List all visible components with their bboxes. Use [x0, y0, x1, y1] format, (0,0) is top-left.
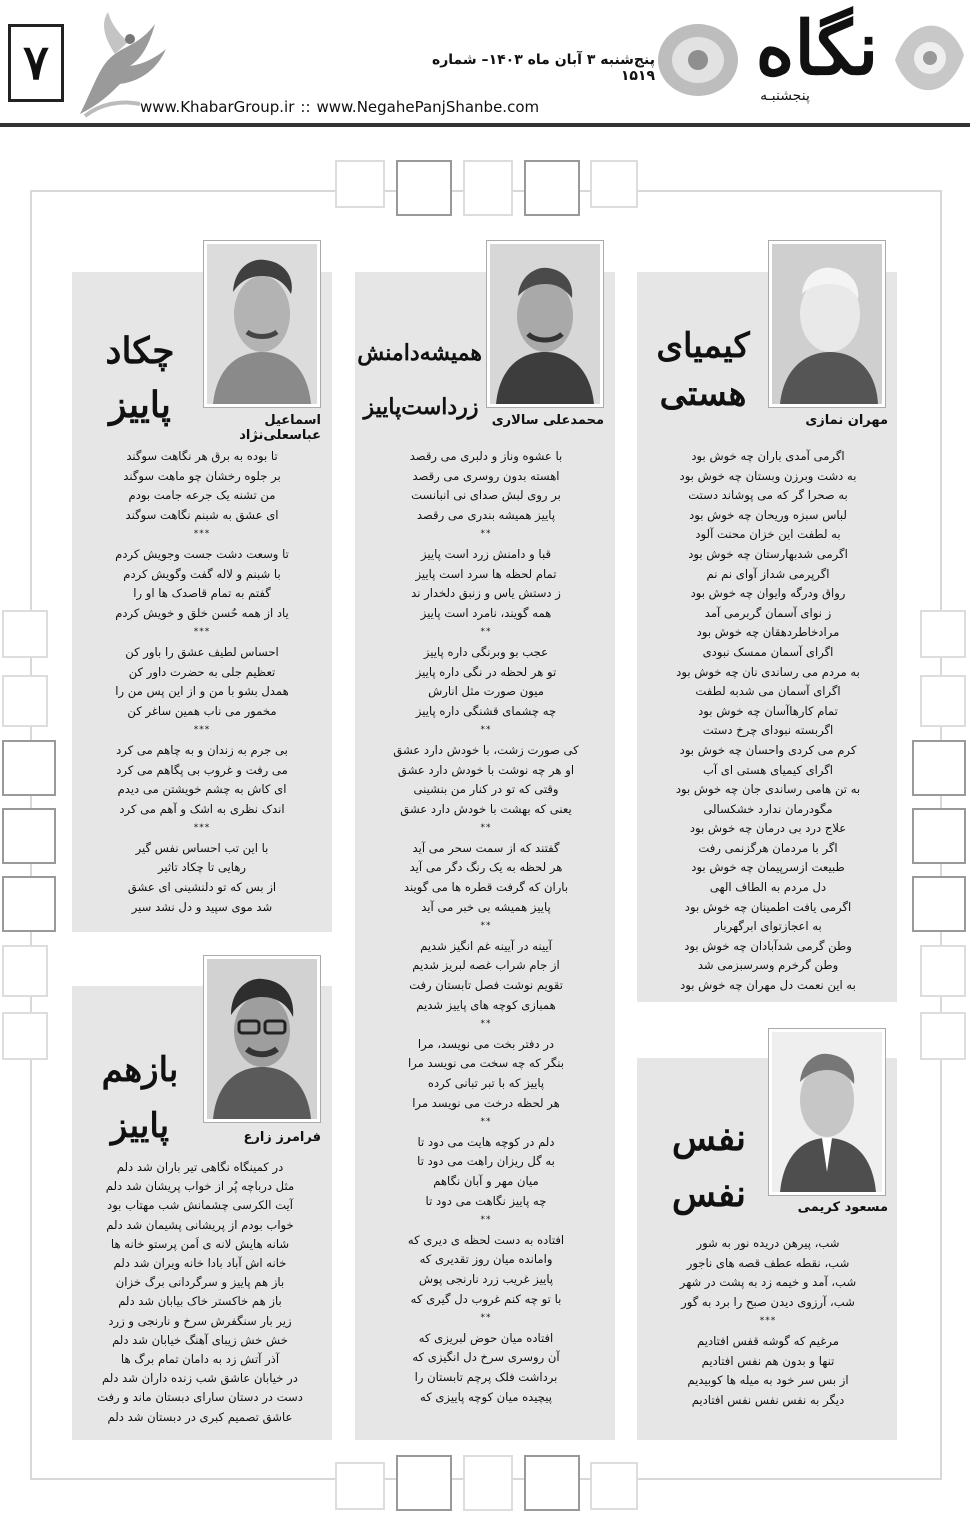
- poem-line: شد موی سپید و دل نشد سیر: [131, 899, 273, 914]
- poem-line: اهسته بدون روسری می رقصد: [412, 468, 560, 483]
- poem-line: قبا و دامنش زرد است پاییز: [420, 546, 552, 561]
- author-name-faramarz-zare: فرامرز زارع: [243, 1130, 321, 1145]
- frame-square: [335, 1462, 385, 1510]
- poem-line: با تو چه کنم غروب دل گیری که: [410, 1291, 562, 1306]
- poem-line: پاییز همیشه بی خبر می آید: [421, 899, 551, 914]
- poem-text-nafas-nafas: [650, 1234, 886, 1410]
- frame-square: [2, 808, 56, 864]
- title-line: نفس: [671, 1117, 747, 1159]
- issue-date-line: پنج‌شنبه ۳ آبان ماه ۱۴۰۳– شماره ۱۵۱۹: [431, 52, 655, 84]
- poem-line: زیر بار سنگفرش سرخ و نارنجی و زرد: [108, 1313, 292, 1328]
- page-number-text: ۷: [23, 35, 49, 91]
- poem-title-nafas-nafas: [654, 1110, 764, 1222]
- poem-line: گفتند که از سمت سحر می آید: [412, 840, 560, 855]
- poem-line: لباس سبزه وریحان چه خوش بود: [689, 507, 847, 522]
- frame-square: [2, 675, 48, 727]
- poem-line: تمام کارهاآسان چه خوش بود: [698, 703, 838, 718]
- poem-line: مخمور می ناب همین ساغر کن: [127, 703, 277, 718]
- portrait-icon: [772, 1032, 882, 1192]
- frame-square: [920, 945, 966, 997]
- frame-square: [912, 876, 966, 932]
- poem-line: مرغیم که گوشه قفس افتادیم: [697, 1333, 839, 1348]
- poem-line: باز هم پاییز و سرگردانی برگ خزان: [115, 1275, 285, 1290]
- poem-line: اگرمی شدبهارستان چه خوش بود: [688, 546, 848, 561]
- website-urls: [140, 98, 539, 116]
- stanza-separator: **: [480, 1117, 492, 1128]
- poem-line: تقویم نوشت فصل تابستان رفت: [409, 978, 563, 993]
- poem-line: به تن هامی رساندی جان چه خوش بود: [675, 782, 861, 797]
- poem-line: به صحرا گر که می پوشاند دستت: [688, 488, 848, 503]
- title-line: چکاد: [105, 330, 175, 372]
- poem-line: شانه هایش لانه ی اَمن پرستو خانه ها: [110, 1236, 290, 1251]
- poem-line: مگودرمان ندارد خشکسالی: [703, 801, 833, 816]
- author-photo-faramarz-zare: [203, 955, 321, 1123]
- poem-line: همدل بشو با من و از این پس من را: [115, 684, 289, 699]
- poem-line: یعنی که بهشت با خودش دارد عشق: [400, 801, 572, 816]
- portrait-icon: [490, 244, 600, 404]
- poem-line: اندک نظری به اشک و آهم می کرد: [119, 801, 285, 816]
- stanza-separator: ***: [193, 725, 211, 736]
- poem-line: افتاده میان حوض لبریزی که: [418, 1330, 554, 1345]
- frame-square: [524, 1455, 580, 1511]
- frame-square: [920, 610, 966, 658]
- poem-line: رواق ودرگه وایوان چه خوش بود: [690, 586, 846, 601]
- poem-text-kimiay-hasti: [650, 447, 886, 996]
- title-line: بازهم: [101, 1050, 179, 1090]
- poem-line: در خیابان عاشق شب زنده داران شد دلم: [102, 1371, 298, 1386]
- poem-line: اگربسته نبودای چرخ دستت: [702, 723, 834, 738]
- poem-line: آیت الکرسی چشمانش شب مهتاب بود: [107, 1198, 293, 1213]
- poem-line: آذر آتش زد به دامان تمام برگ ها: [120, 1352, 280, 1367]
- poem-line: هر لحظه درخت می نویسد مرا: [412, 1095, 560, 1110]
- poem-line: تعظیم جلی به حضرت داور کن: [128, 664, 276, 679]
- poem-line: تا وسعت دشت جست وجویش کردم: [115, 546, 289, 561]
- poem-line: دیگر به نفس نفس نفس افتادیم: [691, 1392, 845, 1407]
- floral-ornament-right-icon: [890, 10, 968, 105]
- poem-text-chakad-paeez: [84, 447, 320, 917]
- poem-line: شب، آرزوی دیدن صبح را برد به گور: [681, 1294, 855, 1309]
- stanza-separator: ***: [193, 627, 211, 638]
- author-name-esmaeil-abbasalinejad: اسماعیل عباسعلی‌نژاد: [239, 413, 321, 443]
- title-line: کیمیای: [656, 326, 750, 366]
- portrait-icon: [772, 244, 882, 404]
- frame-square: [590, 1462, 638, 1510]
- frame-square: [2, 876, 56, 932]
- poem-line: احساس لطیف عشق را باور کن: [125, 644, 279, 659]
- frame-square: [335, 160, 385, 208]
- frame-square: [2, 610, 48, 658]
- title-line: هستی: [659, 374, 747, 414]
- portrait-icon: [207, 244, 317, 404]
- frame-square: [396, 160, 452, 216]
- poem-line: او هر چه نوشت با خودش دارد عشق: [397, 762, 575, 777]
- poem-line: ای کاش به چشم خویشتن می دیدم: [117, 782, 287, 797]
- stanza-separator: **: [480, 1019, 492, 1030]
- poem-title-chakad-paeez: [86, 324, 194, 432]
- poem-line: من تشنه یک جرعه جامت بودم: [128, 488, 276, 503]
- poem-line: مثل درباچه پُر از خواب پریشان شد دلم: [105, 1179, 295, 1194]
- poem-line: اگرای آسمان ممسک نبودی: [702, 644, 834, 659]
- poem-line: برداشت فلک پرچم تابستان را: [414, 1369, 558, 1384]
- url-negahepanjshanbe[interactable]: www.NegahePanjShanbe.com: [316, 98, 540, 116]
- frame-square: [524, 160, 580, 216]
- poem-line: شب، نقطه عطف قصه های ناجور: [686, 1255, 850, 1270]
- masthead-logo: نگاه: [755, 6, 879, 92]
- frame-square: [2, 1012, 48, 1060]
- poem-line: به گل ریزان راهت می دود تا: [417, 1154, 555, 1169]
- stanza-separator: ***: [193, 823, 211, 834]
- poem-title-bazham-paeez: [86, 1042, 194, 1154]
- author-photo-mehran-namazi: [768, 240, 886, 408]
- poem-line: در کمینگاه نگاهی تیر باران شد دلم: [116, 1160, 284, 1174]
- poem-line: طبیعت ازسرپیمان چه خوش بود: [691, 860, 845, 875]
- poem-line: وامانده میان روز تقدیری که: [419, 1252, 553, 1267]
- poem-line: خانه اش آباد بادا خانه ویران شد دلم: [113, 1256, 287, 1271]
- author-name-masoud-karimi: مسعود کریمی: [797, 1200, 888, 1215]
- poem-line: به این نعمت دل مهران چه خوش بود: [680, 978, 856, 993]
- poem-line: پاییز غریب زرد نارنجی پوش: [418, 1271, 554, 1286]
- poem-line: کی صورت زشت، با خودش دارد عشق: [393, 742, 579, 757]
- author-name-mohammadali-salari: محمدعلی سالاری: [491, 413, 604, 428]
- title-line: زرداست‌پاییز: [363, 394, 479, 420]
- stanza-separator: ***: [193, 529, 211, 540]
- masthead-subtitle: پنجشنبـه: [760, 88, 810, 104]
- author-photo-masoud-karimi: [768, 1028, 886, 1196]
- frame-square: [920, 1012, 966, 1060]
- poem-line: از بس سر خود به میله ها کوبیدیم: [687, 1373, 849, 1388]
- poem-line: شب، آمد و خیمه زد به پشت در شهر: [679, 1275, 857, 1290]
- poem-line: تا بوده به برق هر نگاهت سوگند: [126, 449, 278, 463]
- poem-line: بنگر که چه سخت می نویسد مرا: [408, 1056, 564, 1071]
- poem-line: پیچیده میان کوچه پاییزی که: [420, 1389, 552, 1404]
- poem-line: ای عشق به شبنم نگاهت سوگند: [125, 507, 279, 522]
- poem-line: رهایی تا چکاد تاثیر: [157, 860, 247, 875]
- frame-square: [396, 1455, 452, 1511]
- poem-line: میان مهر و آبان نگاهم: [433, 1173, 539, 1188]
- newspaper-header: [0, 0, 970, 130]
- poem-title-kimiay-hasti: [642, 322, 764, 418]
- poem-line: یاد از همه حُسن خلق و خویش کردم: [115, 605, 289, 620]
- stanza-separator: **: [480, 1215, 492, 1226]
- poem-line: از بس که تو دلنشینی ای عشق: [127, 880, 277, 895]
- title-line: پاییز: [109, 384, 171, 426]
- poem-line: پاییز همیشه بندری می رقصد: [416, 507, 556, 522]
- frame-square: [2, 945, 48, 997]
- poem-line: به مردم می رساندی نان چه خوش بود: [676, 664, 860, 679]
- poem-line: دست در دستان سارای دبستان ماند و رفت: [97, 1390, 303, 1405]
- frame-square: [463, 160, 513, 216]
- poem-line: دل مردم به الطاف الهی: [709, 880, 827, 895]
- poem-line: کرم می کردی واحسان چه خوش بود: [679, 742, 857, 757]
- poem-line: افتاده به دست لحظه ی دیری که: [407, 1232, 565, 1247]
- poem-line: علاج درد بی درمان چه خوش بود: [689, 821, 847, 836]
- poem-line: تو هر لحظه در نگی داره پاییز: [415, 664, 557, 679]
- poem-line: از جام شراب غصه لبریز شدیم: [412, 958, 560, 973]
- stanza-separator: ***: [759, 1316, 777, 1327]
- poem-line: همه گویند، نامرد است پاییز: [420, 605, 552, 620]
- title-line: همیشه‌دامنش: [357, 340, 482, 366]
- poem-line: ز نوای آسمان گربرمی آمد: [704, 605, 832, 620]
- poem-line: پاییز که با تبر تبانی کرده: [427, 1076, 545, 1090]
- poem-text-hamishe-damanash: [368, 447, 604, 1407]
- poem-line: بی جرم به زندان و به چاهم می کرد: [116, 742, 288, 757]
- poem-line: اگرمی آمدی باران چه خوش بود: [691, 449, 845, 463]
- poem-line: بر جلوه رخشان چو ماهت سوگند: [123, 468, 281, 483]
- poem-line: اگر با مردمان هرگزنمی رفت: [698, 840, 838, 855]
- stanza-separator: **: [480, 921, 492, 932]
- poem-line: شب، پیرهن دریده نور به شور: [696, 1236, 840, 1250]
- title-line: نفس: [671, 1173, 747, 1215]
- stanza-separator: **: [480, 627, 492, 638]
- poem-line: به اعجازتوای ابرگهربار: [714, 919, 822, 934]
- poem-line: اگرپرمی شداز آوای نم نم: [706, 566, 830, 581]
- poem-line: میون صورت مثل انارش: [428, 684, 544, 699]
- poem-line: با شبنم و لاله گفت وگویش کردم: [123, 566, 281, 581]
- poem-line: چه چشمای قشنگی داره پاییز: [415, 703, 557, 718]
- portrait-icon: [207, 959, 317, 1119]
- poem-line: با این تب احساس نفس گیر: [135, 840, 269, 855]
- poem-line: خش خش زیبای آهنگ خیابان شد دلم: [112, 1332, 288, 1347]
- frame-square: [463, 1455, 513, 1511]
- poem-line: خواب بودم از پریشانی پشیمان شد دلم: [106, 1217, 294, 1232]
- title-line: پاییز: [110, 1106, 170, 1146]
- url-separator: ::: [300, 98, 311, 116]
- stanza-separator: **: [480, 823, 492, 834]
- poem-line: آیینه در آیینه غم انگیز شدیم: [420, 938, 552, 953]
- poem-line: وطن گرمی شدآبادان چه خوش بود: [684, 938, 852, 953]
- frame-square: [590, 160, 638, 208]
- poem-line: اگرمی یافت اطمینان چه خوش بود: [684, 899, 852, 914]
- poem-line: تنها و بدون هم نفس افتادیم: [701, 1353, 835, 1368]
- poem-line: باران که گرفت قطره ها می گویند: [403, 880, 569, 895]
- url-khabargroup[interactable]: www.KhabarGroup.ir: [140, 98, 295, 116]
- author-photo-esmaeil-abbasalinejad: [203, 240, 321, 408]
- stanza-separator: **: [480, 725, 492, 736]
- frame-square: [2, 740, 56, 796]
- stanza-separator: **: [480, 529, 492, 540]
- poem-title-hamishe-dامanash: [357, 326, 482, 434]
- poem-line: آن روسری سرخ دل انگیزی که: [412, 1350, 560, 1365]
- page-number: [8, 24, 64, 102]
- poem-line: به دشت وبرزن وبستان چه خوش بود: [679, 468, 857, 483]
- author-photo-mohammadali-salari: [486, 240, 604, 408]
- poem-line: تمام لحظه ها سرد است پاییز: [415, 566, 557, 581]
- poem-line: می رفت و غروب بی پگاهم می کرد: [116, 762, 288, 777]
- poem-line: به لطفت این خزان محنت آلود: [695, 527, 841, 542]
- poem-line: ز دستش یاس و زنبق دلخدار ند: [411, 586, 561, 601]
- poem-line: با عشوه وناز و دلبری می رقصد: [409, 449, 563, 463]
- frame-square: [920, 675, 966, 727]
- poem-line: عاشق تصمیم کبری در دبستان شد دلم: [107, 1409, 293, 1424]
- poem-line: همبازی کوچه های پاییز شدیم: [416, 997, 556, 1012]
- poem-line: عجب بو وبرنگی داره پاییز: [423, 644, 549, 659]
- poem-line: باز هم خاکستر خاک بیابان شد دلم: [118, 1294, 282, 1309]
- floral-ornament-icon: [655, 20, 741, 100]
- poem-line: وطن گرخرم وسرسبزمی شد: [697, 958, 839, 973]
- poem-line: وقتی که تو در کنار من بنشینی: [413, 782, 559, 797]
- frame-square: [912, 808, 966, 864]
- poem-line: دلم در کوچه هایت می دود تا: [417, 1134, 555, 1149]
- header-divider: [0, 123, 970, 127]
- poem-line: در دفتر بخت می نویسد، مرا: [417, 1036, 555, 1051]
- poem-line: هر لحظه به یک رنگ دگر می آید: [409, 860, 563, 875]
- stanza-separator: **: [480, 1313, 492, 1324]
- frame-square: [912, 740, 966, 796]
- author-name-mehran-namazi: مهران نمازی: [805, 413, 888, 428]
- poem-line: گفتم به تمام قاصدک ها او را: [133, 586, 271, 601]
- poem-line: اگرای کیمیای هستی ای آب: [702, 762, 834, 777]
- poem-text-bazham-paeez: [80, 1158, 320, 1427]
- poem-line: مرادخاطردهقان چه خوش بود: [696, 625, 840, 640]
- poem-line: چه پاییز نگاهت می دود تا: [425, 1193, 547, 1208]
- poem-line: بر روی لبش صدای نی انبانست: [411, 488, 561, 503]
- poem-line: اگرای آسمان می شدبه لطفت: [695, 684, 841, 699]
